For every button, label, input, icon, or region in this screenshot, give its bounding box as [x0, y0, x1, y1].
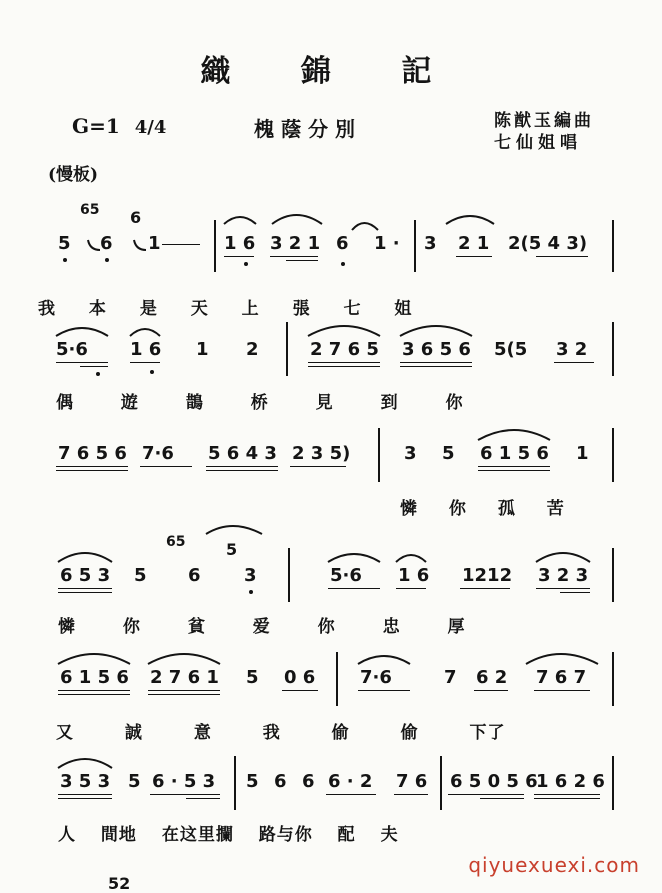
note: 2 7 6 5: [310, 339, 379, 360]
arranger-credit: 陈猷玉編曲: [494, 111, 594, 131]
note: 5: [134, 565, 147, 586]
grace-note: 6: [130, 208, 142, 227]
note: 1 6: [398, 565, 430, 586]
note: 6 · 2: [328, 771, 373, 792]
note: 7: [444, 667, 457, 688]
note: 5(5: [494, 339, 528, 360]
note: 1: [196, 339, 209, 360]
note: 6: [188, 565, 201, 586]
note: 7·6: [142, 443, 174, 464]
note: 5: [442, 443, 455, 464]
note: 3: [424, 233, 437, 254]
grace-notes: 65: [166, 534, 186, 550]
grace-notes: 65: [80, 202, 100, 218]
note: 6: [274, 771, 287, 792]
note: 5·6: [330, 565, 362, 586]
note: 3: [244, 565, 257, 586]
note: 3 6 5 6: [402, 339, 471, 360]
note: 1 6: [224, 233, 256, 254]
lyrics-line: 人 間地 在这里攔 路与你 配 夫: [58, 825, 399, 845]
note: 1: [576, 443, 589, 464]
note: 3 5 3: [60, 771, 111, 792]
watermark: qiyuexuexi.com: [468, 853, 640, 877]
note: 5: [58, 233, 71, 254]
time-signature-text: 4/4: [134, 117, 167, 138]
note: 6 2: [476, 667, 508, 688]
note: 6: [336, 233, 349, 254]
note: 3 2 3: [538, 565, 589, 586]
note: 1212: [462, 565, 513, 586]
key-signature-text: G=1: [72, 114, 120, 138]
song-title: 槐蔭分別: [254, 117, 362, 141]
note: 5·6: [56, 339, 88, 360]
note: 5: [246, 667, 259, 688]
grace-note: 5: [226, 540, 238, 559]
note: 6: [100, 233, 113, 254]
note: 1 ·: [374, 233, 400, 254]
lyrics-line: 偶 遊 鵲 桥 見 到 你: [56, 393, 464, 413]
note: 5: [128, 771, 141, 792]
tempo-marking: (慢板): [48, 165, 99, 185]
note: 6 5 0 5 6: [450, 771, 538, 792]
lyrics-line: 又 誠 意 我 偷 偷 下了: [56, 723, 506, 743]
note: 0 6: [284, 667, 316, 688]
note: 6 · 5 3: [152, 771, 216, 792]
note: 1: [148, 233, 161, 254]
note: 3: [404, 443, 417, 464]
note: 5: [246, 771, 259, 792]
note: 5 6 4 3: [208, 443, 277, 464]
note: 2 3 5): [292, 443, 351, 464]
score-title: 織 錦 記: [200, 54, 462, 89]
lyrics-line: 憐 你 貧 爱 你 忠 厚: [58, 617, 466, 637]
note: 6 1 5 6: [480, 443, 549, 464]
lyrics-line: 我 本 是 天 上 張 七 姐: [38, 299, 413, 319]
note: 3 2 1: [270, 233, 321, 254]
note: 7 6: [396, 771, 428, 792]
note: 2: [246, 339, 259, 360]
note: 2 7 6 1: [150, 667, 219, 688]
note: 7 6 5 6: [58, 443, 127, 464]
note: 6: [302, 771, 315, 792]
singer-credit: 七仙姐唱: [494, 133, 582, 153]
lyrics-line: 憐 你 孤 苦: [400, 499, 565, 519]
note: 7 6 7: [536, 667, 587, 688]
note: 7·6: [360, 667, 392, 688]
note: 2 1: [458, 233, 490, 254]
note: 6 1 5 6: [60, 667, 129, 688]
note: 1 6 2 6: [536, 771, 605, 792]
note: 3 2: [556, 339, 588, 360]
note: 1 6: [130, 339, 162, 360]
note: 2(5 4 3): [508, 233, 588, 254]
page-number: 52: [108, 874, 131, 893]
note: 6 5 3: [60, 565, 111, 586]
